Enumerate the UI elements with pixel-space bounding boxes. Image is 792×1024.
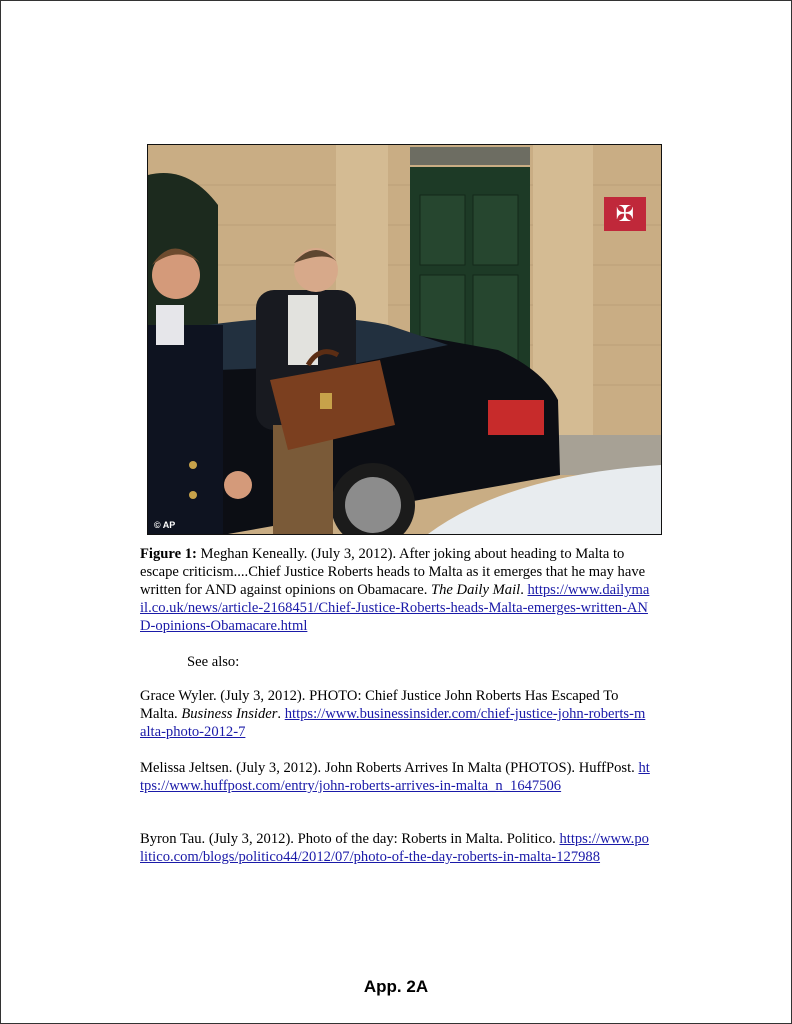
reference-link[interactable]: https://www.businessinsider.com/chief-justice-john-roberts-malta-photo-2012-7 [140, 706, 646, 740]
caption-link[interactable]: https://www.dailymail.co.uk/news/article-2168451/Chief-Justice-Roberts-heads-Malta-emerges-written-AND-opinions-Obamacare.html [140, 582, 650, 634]
see-also-label: See also: [187, 654, 240, 670]
photo-credit: © AP [154, 520, 176, 530]
reference-item [140, 759, 650, 795]
svg-text:✠: ✠ [615, 202, 635, 227]
caption-text: Meghan Keneally. (July 3, 2012). After joking about heading to Malta to escape criticism....Chief Justice Roberts heads to Malta as it emerges that he may have written for AND against opinions on Obamacare. [140, 546, 646, 598]
reference-item [140, 830, 650, 866]
reference-item [140, 687, 650, 741]
reference-link[interactable]: https://www.huffpost.com/entry/john-roberts-arrives-in-malta_n_1647506 [140, 760, 650, 794]
reference-text: Byron Tau. (July 3, 2012). Photo of the day: Roberts in Malta. Politico. [140, 831, 560, 847]
figure-caption [140, 545, 650, 635]
figure-photo [147, 144, 662, 535]
reference-publication: Business Insider [181, 706, 278, 722]
caption-label: Figure 1: [140, 546, 197, 562]
reference-text: Melissa Jeltsen. (July 3, 2012). John Roberts Arrives In Malta (PHOTOS). HuffPost. [140, 760, 639, 776]
page-footer: App. 2A [363, 977, 429, 996]
caption-publication: The Daily Mail [431, 582, 521, 598]
photo-illustration [148, 145, 661, 534]
reference-after-publication: . [277, 706, 285, 722]
caption-after-publication: . [520, 582, 528, 598]
reference-link[interactable]: https://www.politico.com/blogs/politico44/2012/07/photo-of-the-day-roberts-in-malta-127988 [140, 831, 649, 865]
reference-text: Grace Wyler. (July 3, 2012). PHOTO: Chief Justice John Roberts Has Escaped To Malta. [140, 688, 619, 722]
